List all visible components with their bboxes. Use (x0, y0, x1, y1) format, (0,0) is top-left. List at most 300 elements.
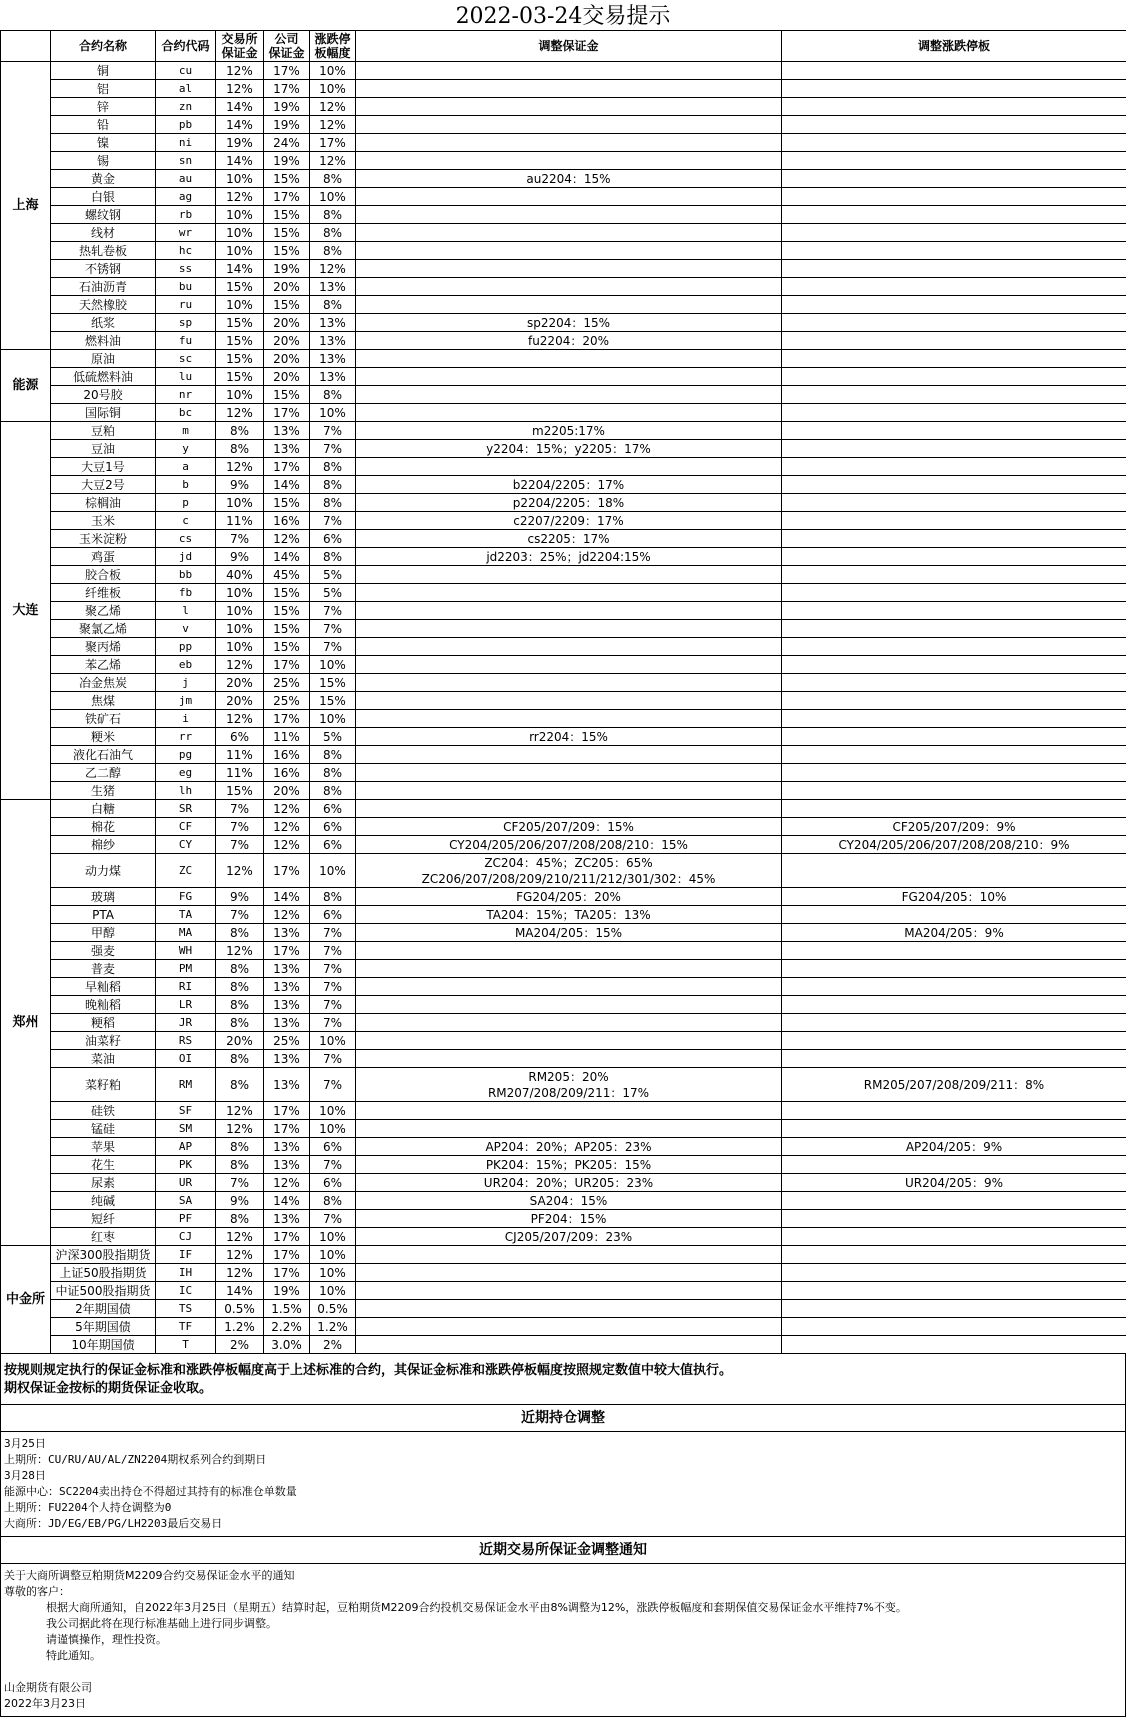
adjust-margin-cell-line: au2204：15% (356, 171, 781, 187)
limit-cell: 13% (310, 350, 356, 368)
adjust-margin-cell (356, 1138, 782, 1156)
contract-code-cell: bb (156, 566, 216, 584)
contract-code-cell: y (156, 440, 216, 458)
company-margin-cell: 1.5% (264, 1300, 310, 1318)
company-margin-cell: 15% (264, 242, 310, 260)
contract-name-cell: 粳米 (51, 728, 156, 746)
exchange-margin-cell: 15% (216, 368, 264, 386)
table-row (1, 296, 1126, 314)
header-exchange-margin-line1: 交易所 (216, 32, 263, 46)
adjust-limit-cell (782, 1282, 1126, 1300)
adjust-limit-cell (782, 602, 1126, 620)
adjust-limit-cell (782, 1050, 1126, 1068)
header-limit-line1: 涨跌停 (310, 32, 355, 46)
table-row (1, 800, 1126, 818)
contract-name-cell: 鸡蛋 (51, 548, 156, 566)
company-margin-cell: 2.2% (264, 1318, 310, 1336)
position-line: 上期所：CU/RU/AU/AL/ZN2204期权系列合约到期日 (4, 1452, 1122, 1468)
contract-name-cell: 白银 (51, 188, 156, 206)
contract-code-cell: eb (156, 656, 216, 674)
contract-code-cell: T (156, 1336, 216, 1354)
exchange-margin-cell: 12% (216, 942, 264, 960)
limit-cell: 8% (310, 888, 356, 906)
company-margin-cell: 13% (264, 1210, 310, 1228)
contract-code-cell: l (156, 602, 216, 620)
table-row (1, 942, 1126, 960)
company-margin-cell: 20% (264, 332, 310, 350)
contract-name-cell: 乙二醇 (51, 764, 156, 782)
adjust-margin-cell (356, 978, 782, 996)
contract-name-cell: 胶合板 (51, 566, 156, 584)
contract-name-cell: 铝 (51, 80, 156, 98)
table-row (1, 1210, 1126, 1228)
company-margin-cell: 16% (264, 746, 310, 764)
contract-name-cell: 甲醇 (51, 924, 156, 942)
adjust-limit-cell (782, 1336, 1126, 1354)
contract-name-cell: 锌 (51, 98, 156, 116)
company-margin-cell: 15% (264, 638, 310, 656)
notice-greeting: 尊敬的客户： (4, 1584, 1122, 1600)
company-margin-cell: 12% (264, 800, 310, 818)
table-row (1, 1264, 1126, 1282)
table-row (1, 978, 1126, 996)
company-margin-cell: 17% (264, 1246, 310, 1264)
limit-cell: 8% (310, 170, 356, 188)
company-margin-cell: 17% (264, 404, 310, 422)
table-row (1, 996, 1126, 1014)
adjust-limit-cell (782, 692, 1126, 710)
company-margin-cell: 15% (264, 602, 310, 620)
company-margin-cell: 17% (264, 854, 310, 888)
contract-code-cell: RI (156, 978, 216, 996)
contract-name-cell: 生猪 (51, 782, 156, 800)
limit-cell: 10% (310, 854, 356, 888)
exchange-margin-cell: 15% (216, 332, 264, 350)
table-row (1, 548, 1126, 566)
table-row (1, 584, 1126, 602)
adjust-limit-cell (782, 242, 1126, 260)
limit-cell: 7% (310, 1210, 356, 1228)
company-margin-cell: 12% (264, 1174, 310, 1192)
contract-code-cell: p (156, 494, 216, 512)
table-row (1, 98, 1126, 116)
contract-code-cell: SF (156, 1102, 216, 1120)
adjust-limit-cell (782, 476, 1126, 494)
adjust-limit-cell (782, 1192, 1126, 1210)
position-section-body (0, 1432, 1126, 1537)
adjust-limit-cell (782, 1210, 1126, 1228)
table-row (1, 888, 1126, 906)
table-row (1, 1246, 1126, 1264)
table-row (1, 368, 1126, 386)
adjust-margin-cell-line: RM205：20% (356, 1069, 781, 1085)
contract-name-cell: 普麦 (51, 960, 156, 978)
exchange-margin-cell: 12% (216, 1120, 264, 1138)
contract-code-cell: pp (156, 638, 216, 656)
exchange-margin-cell: 10% (216, 584, 264, 602)
table-row (1, 314, 1126, 332)
contract-code-cell: WH (156, 942, 216, 960)
position-line: 3月28日 (4, 1468, 1122, 1484)
adjust-limit-cell (782, 170, 1126, 188)
adjust-limit-cell (782, 332, 1126, 350)
position-line: 3月25日 (4, 1436, 1122, 1452)
adjust-limit-cell (782, 854, 1126, 888)
limit-cell: 8% (310, 242, 356, 260)
adjust-margin-cell (356, 1192, 782, 1210)
contract-name-cell: 花生 (51, 1156, 156, 1174)
adjust-margin-cell (356, 906, 782, 924)
exchange-margin-cell: 12% (216, 710, 264, 728)
exchange-margin-cell: 7% (216, 818, 264, 836)
limit-cell: 12% (310, 152, 356, 170)
notice-paragraph: 请谨慎操作，理性投资。 (4, 1632, 1122, 1648)
adjust-limit-cell (782, 98, 1126, 116)
contract-name-cell: 20号胶 (51, 386, 156, 404)
contract-name-cell: 聚氯乙烯 (51, 620, 156, 638)
position-line: 上期所：FU2204个人持仓调整为0 (4, 1500, 1122, 1516)
company-margin-cell: 15% (264, 206, 310, 224)
table-row (1, 638, 1126, 656)
adjust-limit-cell (782, 278, 1126, 296)
limit-cell: 7% (310, 924, 356, 942)
adjust-margin-cell (356, 224, 782, 242)
adjust-limit-cell (782, 386, 1126, 404)
adjust-limit-cell (782, 638, 1126, 656)
contract-code-cell: PF (156, 1210, 216, 1228)
adjust-margin-cell (356, 314, 782, 332)
limit-cell: 7% (310, 638, 356, 656)
company-margin-cell: 17% (264, 1120, 310, 1138)
limit-cell: 10% (310, 1032, 356, 1050)
contract-code-cell: CY (156, 836, 216, 854)
adjust-limit-cell (782, 206, 1126, 224)
exchange-margin-cell: 9% (216, 1192, 264, 1210)
adjust-limit-cell (782, 224, 1126, 242)
contract-name-cell: 黄金 (51, 170, 156, 188)
adjust-margin-cell (356, 1246, 782, 1264)
adjust-margin-cell (356, 1300, 782, 1318)
adjust-limit-cell (782, 530, 1126, 548)
exchange-margin-cell: 12% (216, 656, 264, 674)
company-margin-cell: 14% (264, 476, 310, 494)
adjust-margin-cell (356, 692, 782, 710)
adjust-margin-cell (356, 1014, 782, 1032)
adjust-margin-cell (356, 458, 782, 476)
exchange-margin-cell: 10% (216, 620, 264, 638)
company-margin-cell: 12% (264, 818, 310, 836)
table-row (1, 960, 1126, 978)
table-row (1, 458, 1126, 476)
exchange-margin-cell: 20% (216, 674, 264, 692)
limit-cell: 6% (310, 836, 356, 854)
limit-cell: 7% (310, 978, 356, 996)
contract-name-cell: 石油沥青 (51, 278, 156, 296)
header-adjust-margin: 调整保证金 (356, 31, 782, 62)
adjust-margin-cell-line: p2204/2205：18% (356, 495, 781, 511)
contract-code-cell: FG (156, 888, 216, 906)
company-margin-cell: 14% (264, 888, 310, 906)
limit-cell: 7% (310, 960, 356, 978)
contract-code-cell: OI (156, 1050, 216, 1068)
adjust-limit-cell-line: CY204/205/206/207/208/208/210：9% (782, 837, 1126, 853)
table-row (1, 1014, 1126, 1032)
adjust-margin-cell (356, 494, 782, 512)
contract-name-cell: 上证50股指期货 (51, 1264, 156, 1282)
table-row (1, 134, 1126, 152)
exchange-cell: 中金所 (1, 1246, 51, 1354)
adjust-limit-cell (782, 710, 1126, 728)
limit-cell: 2% (310, 1336, 356, 1354)
contract-name-cell: 线材 (51, 224, 156, 242)
company-margin-cell: 20% (264, 350, 310, 368)
adjust-margin-cell (356, 1032, 782, 1050)
notice-company: 山金期货有限公司 (4, 1680, 1122, 1696)
contract-code-cell: bu (156, 278, 216, 296)
table-row (1, 278, 1126, 296)
header-limit-line2: 板幅度 (310, 46, 355, 60)
table-row (1, 1138, 1126, 1156)
limit-cell: 6% (310, 818, 356, 836)
limit-cell: 8% (310, 782, 356, 800)
contract-name-cell: 不锈钢 (51, 260, 156, 278)
table-row (1, 1192, 1126, 1210)
limit-cell: 5% (310, 728, 356, 746)
company-margin-cell: 15% (264, 584, 310, 602)
adjust-margin-cell (356, 206, 782, 224)
adjust-margin-cell (356, 1120, 782, 1138)
table-row (1, 530, 1126, 548)
exchange-cell: 郑州 (1, 800, 51, 1246)
exchange-margin-cell: 14% (216, 116, 264, 134)
contract-name-cell: 5年期国债 (51, 1318, 156, 1336)
exchange-margin-cell: 20% (216, 692, 264, 710)
contract-name-cell: 硅铁 (51, 1102, 156, 1120)
limit-cell: 6% (310, 1174, 356, 1192)
contract-name-cell: 焦煤 (51, 692, 156, 710)
exchange-margin-cell: 15% (216, 782, 264, 800)
contract-code-cell: i (156, 710, 216, 728)
limit-cell: 7% (310, 1050, 356, 1068)
exchange-margin-cell: 8% (216, 960, 264, 978)
contract-code-cell: rb (156, 206, 216, 224)
company-margin-cell: 12% (264, 836, 310, 854)
adjust-margin-cell (356, 584, 782, 602)
adjust-margin-cell (356, 1264, 782, 1282)
company-margin-cell: 24% (264, 134, 310, 152)
contract-code-cell: SM (156, 1120, 216, 1138)
company-margin-cell: 3.0% (264, 1336, 310, 1354)
table-row (1, 1102, 1126, 1120)
adjust-margin-cell (356, 134, 782, 152)
contract-code-cell: sp (156, 314, 216, 332)
contract-code-cell: ss (156, 260, 216, 278)
contract-name-cell: 天然橡胶 (51, 296, 156, 314)
exchange-margin-cell: 10% (216, 170, 264, 188)
adjust-margin-cell (356, 476, 782, 494)
contract-code-cell: pb (156, 116, 216, 134)
adjust-limit-cell (782, 422, 1126, 440)
table-row (1, 1282, 1126, 1300)
contract-code-cell: UR (156, 1174, 216, 1192)
company-margin-cell: 19% (264, 116, 310, 134)
exchange-margin-cell: 10% (216, 206, 264, 224)
contract-code-cell: CJ (156, 1228, 216, 1246)
adjust-margin-cell (356, 888, 782, 906)
adjust-limit-cell (782, 888, 1126, 906)
header-exchange-margin-line2: 保证金 (216, 46, 263, 60)
contract-code-cell: AP (156, 1138, 216, 1156)
company-margin-cell: 13% (264, 960, 310, 978)
adjust-limit-cell (782, 1318, 1126, 1336)
table-row (1, 350, 1126, 368)
company-margin-cell: 17% (264, 710, 310, 728)
table-header-row (1, 31, 1126, 62)
company-margin-cell: 17% (264, 458, 310, 476)
margin-table (0, 30, 1126, 1354)
adjust-margin-cell (356, 800, 782, 818)
notice-paragraph: 根据大商所通知，自2022年3月25日（星期五）结算时起，豆粕期货M2209合约投机交易保证金水平由8%调整为12%，涨跌停板幅度和套期保值交易保证金水平维持7%不变。 (4, 1600, 1122, 1616)
company-margin-cell: 17% (264, 942, 310, 960)
limit-cell: 7% (310, 996, 356, 1014)
adjust-limit-cell (782, 1228, 1126, 1246)
contract-name-cell: 玉米淀粉 (51, 530, 156, 548)
table-row (1, 1068, 1126, 1102)
adjust-limit-cell (782, 906, 1126, 924)
contract-code-cell: sc (156, 350, 216, 368)
limit-cell: 10% (310, 1282, 356, 1300)
contract-code-cell: SR (156, 800, 216, 818)
limit-cell: 5% (310, 584, 356, 602)
company-margin-cell: 19% (264, 98, 310, 116)
adjust-margin-cell (356, 782, 782, 800)
limit-cell: 6% (310, 1138, 356, 1156)
company-margin-cell: 13% (264, 1156, 310, 1174)
adjust-limit-cell (782, 152, 1126, 170)
contract-name-cell: 沪深300股指期货 (51, 1246, 156, 1264)
adjust-margin-cell-line: CY204/205/206/207/208/208/210：15% (356, 837, 781, 853)
exchange-margin-cell: 12% (216, 188, 264, 206)
company-margin-cell: 15% (264, 170, 310, 188)
limit-cell: 12% (310, 116, 356, 134)
company-margin-cell: 20% (264, 278, 310, 296)
contract-name-cell: 2年期国债 (51, 1300, 156, 1318)
exchange-margin-cell: 14% (216, 1282, 264, 1300)
table-row (1, 1228, 1126, 1246)
adjust-margin-cell (356, 512, 782, 530)
exchange-margin-cell: 8% (216, 1210, 264, 1228)
contract-code-cell: fu (156, 332, 216, 350)
adjust-limit-cell-line: CF205/207/209：9% (782, 819, 1126, 835)
contract-code-cell: j (156, 674, 216, 692)
limit-cell: 13% (310, 314, 356, 332)
adjust-margin-cell (356, 674, 782, 692)
exchange-margin-cell: 12% (216, 80, 264, 98)
exchange-margin-cell: 12% (216, 1264, 264, 1282)
contract-code-cell: TF (156, 1318, 216, 1336)
adjust-margin-cell-line: AP204：20%；AP205：23% (356, 1139, 781, 1155)
contract-name-cell: 棕榈油 (51, 494, 156, 512)
adjust-margin-cell (356, 1174, 782, 1192)
company-margin-cell: 13% (264, 1138, 310, 1156)
company-margin-cell: 15% (264, 620, 310, 638)
adjust-limit-cell (782, 978, 1126, 996)
contract-code-cell: TA (156, 906, 216, 924)
adjust-limit-cell (782, 548, 1126, 566)
adjust-margin-cell (356, 942, 782, 960)
adjust-margin-cell-line: FG204/205：20% (356, 889, 781, 905)
exchange-cell: 能源 (1, 350, 51, 422)
adjust-margin-cell-line: b2204/2205：17% (356, 477, 781, 493)
exchange-cell: 大连 (1, 422, 51, 800)
adjust-limit-cell-line: MA204/205：9% (782, 925, 1126, 941)
company-margin-cell: 14% (264, 1192, 310, 1210)
limit-cell: 10% (310, 62, 356, 80)
exchange-margin-cell: 15% (216, 278, 264, 296)
adjust-margin-cell (356, 1156, 782, 1174)
adjust-margin-cell-line: SA204：15% (356, 1193, 781, 1209)
contract-code-cell: zn (156, 98, 216, 116)
limit-cell: 8% (310, 224, 356, 242)
contract-code-cell: LR (156, 996, 216, 1014)
table-row (1, 656, 1126, 674)
contract-code-cell: IC (156, 1282, 216, 1300)
adjust-limit-cell (782, 440, 1126, 458)
company-margin-cell: 15% (264, 224, 310, 242)
adjust-margin-cell (356, 1318, 782, 1336)
adjust-limit-cell (782, 924, 1126, 942)
limit-cell: 7% (310, 440, 356, 458)
table-row (1, 386, 1126, 404)
exchange-margin-cell: 14% (216, 98, 264, 116)
adjust-margin-cell-line: TA204：15%；TA205：13% (356, 907, 781, 923)
exchange-margin-cell: 7% (216, 800, 264, 818)
adjust-limit-cell (782, 1102, 1126, 1120)
limit-cell: 8% (310, 764, 356, 782)
limit-cell: 10% (310, 188, 356, 206)
company-margin-cell: 12% (264, 530, 310, 548)
exchange-margin-cell: 6% (216, 728, 264, 746)
adjust-margin-cell (356, 1282, 782, 1300)
adjust-margin-cell (356, 728, 782, 746)
exchange-margin-cell: 14% (216, 152, 264, 170)
contract-name-cell: 菜籽粕 (51, 1068, 156, 1102)
adjust-margin-cell (356, 818, 782, 836)
contract-code-cell: IF (156, 1246, 216, 1264)
header-limit (310, 31, 356, 62)
contract-name-cell: 聚丙烯 (51, 638, 156, 656)
contract-name-cell: 10年期国债 (51, 1336, 156, 1354)
exchange-margin-cell: 11% (216, 512, 264, 530)
table-row (1, 332, 1126, 350)
exchange-margin-cell: 8% (216, 996, 264, 1014)
contract-name-cell: 低硫燃料油 (51, 368, 156, 386)
table-row (1, 674, 1126, 692)
contract-code-cell: ni (156, 134, 216, 152)
adjust-limit-cell (782, 566, 1126, 584)
contract-name-cell: 玻璃 (51, 888, 156, 906)
limit-cell: 6% (310, 906, 356, 924)
contract-code-cell: au (156, 170, 216, 188)
company-margin-cell: 12% (264, 906, 310, 924)
table-row (1, 566, 1126, 584)
limit-cell: 7% (310, 512, 356, 530)
limit-cell: 10% (310, 1102, 356, 1120)
adjust-limit-cell (782, 942, 1126, 960)
company-margin-cell: 16% (264, 512, 310, 530)
company-margin-cell: 14% (264, 548, 310, 566)
limit-cell: 8% (310, 206, 356, 224)
